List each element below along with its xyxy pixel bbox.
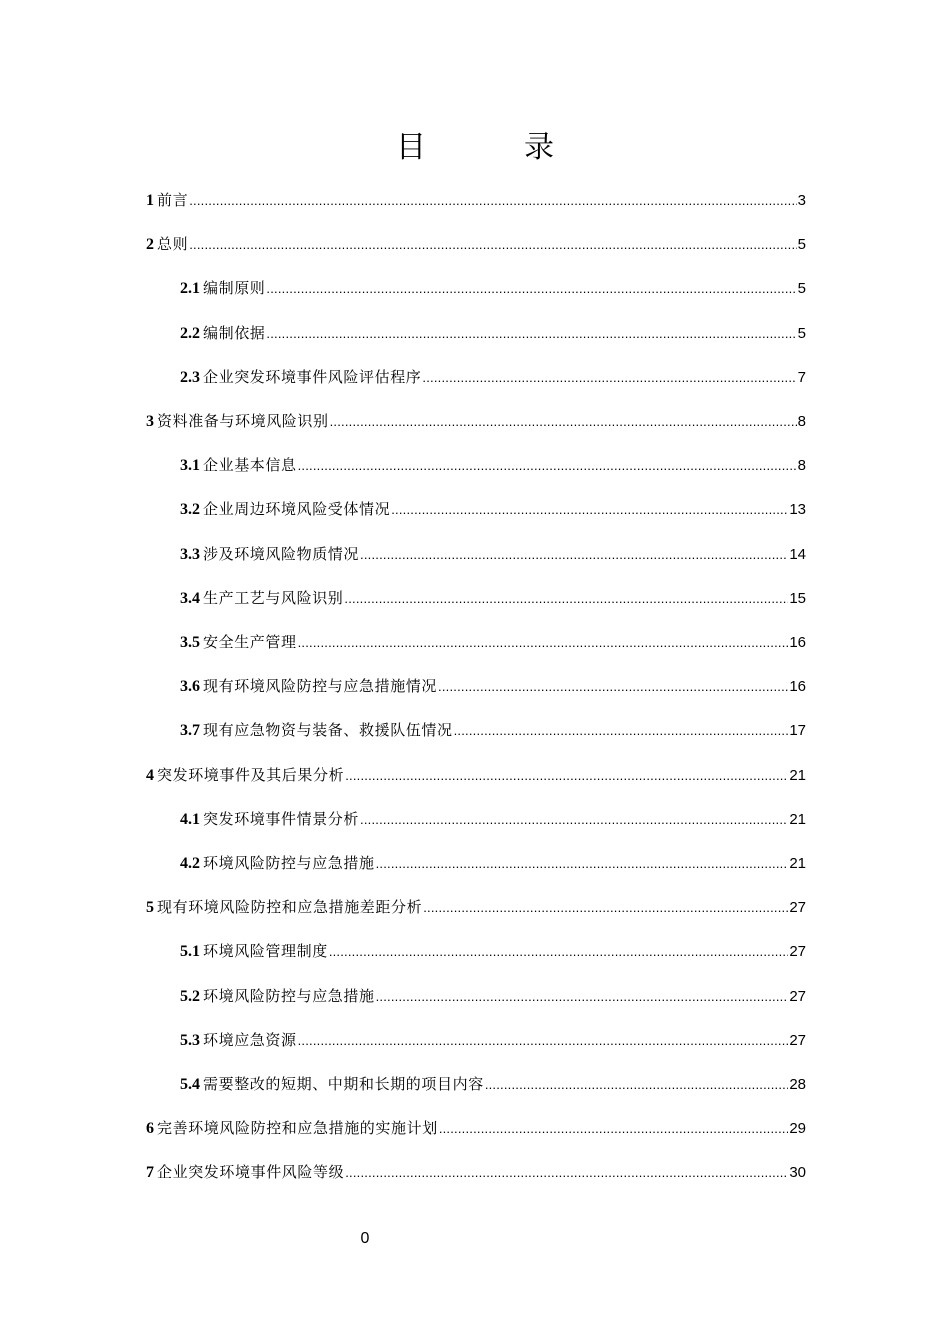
toc-entry-number: 2.3 bbox=[180, 368, 200, 386]
toc-dot-leader bbox=[360, 813, 788, 827]
toc-entry[interactable] bbox=[146, 1158, 806, 1186]
toc-entry-page: 7 bbox=[797, 368, 806, 386]
toc-entry-text: 环境风险防控与应急措施 bbox=[203, 854, 375, 872]
toc-dot-leader bbox=[330, 415, 797, 429]
toc-entry-text: 生产工艺与风险识别 bbox=[203, 588, 344, 607]
toc-entry-number: 2.2 bbox=[180, 324, 200, 342]
toc-entry-number: 3 bbox=[146, 413, 154, 430]
toc-entry[interactable] bbox=[146, 407, 806, 435]
toc-entry[interactable] bbox=[180, 1070, 806, 1098]
toc-entry-text: 企业基本信息 bbox=[203, 456, 297, 475]
toc-entry-number: 5.1 bbox=[180, 943, 200, 961]
toc-entry-number: 6 bbox=[146, 1120, 154, 1138]
toc-entry-text: 企业突发环境事件风险等级 bbox=[157, 1163, 345, 1182]
toc-entry-text: 环境风险管理制度 bbox=[203, 942, 328, 961]
toc-entry[interactable] bbox=[146, 761, 806, 789]
toc-entry-page: 8 bbox=[797, 457, 806, 475]
toc-entry[interactable] bbox=[180, 672, 806, 700]
toc-entry-number: 3.3 bbox=[180, 545, 200, 563]
toc-entry-number: 2 bbox=[146, 236, 154, 254]
toc-entry-page: 16 bbox=[789, 634, 806, 651]
toc-dot-leader bbox=[298, 1034, 789, 1048]
toc-entry[interactable] bbox=[180, 716, 806, 744]
toc-entry[interactable] bbox=[180, 451, 806, 479]
toc-entry-page: 8 bbox=[797, 413, 806, 430]
toc-entry-page: 28 bbox=[789, 1076, 806, 1093]
toc-dot-leader bbox=[298, 636, 789, 650]
toc-dot-leader bbox=[329, 945, 789, 959]
toc-entry[interactable] bbox=[146, 1114, 806, 1142]
toc-entry-text: 涉及环境风险物质情况 bbox=[203, 544, 360, 563]
toc-entry-text: 总则 bbox=[157, 235, 189, 254]
toc-entry[interactable] bbox=[180, 849, 806, 877]
toc-entry-text: 企业突发环境事件风险评估程序 bbox=[203, 367, 422, 386]
toc-entry[interactable] bbox=[180, 495, 806, 523]
toc-entry[interactable] bbox=[180, 805, 806, 833]
toc-entry-number: 4 bbox=[146, 766, 154, 784]
page-number: 0 bbox=[360, 1230, 370, 1247]
toc-entry-text: 编制原则 bbox=[203, 279, 266, 298]
toc-entry-page: 27 bbox=[789, 987, 806, 1005]
toc-entry-page: 3 bbox=[797, 192, 806, 209]
toc-entry-number: 4.2 bbox=[180, 855, 200, 872]
toc-dot-leader bbox=[422, 371, 796, 385]
toc-entry-number: 3.4 bbox=[180, 589, 200, 607]
toc-entry[interactable] bbox=[146, 186, 806, 214]
toc-entry-number: 1 bbox=[146, 192, 154, 209]
toc-entry-text: 企业周边环境风险受体情况 bbox=[203, 500, 391, 519]
toc-entry-page: 5 bbox=[797, 324, 806, 342]
toc-dot-leader bbox=[454, 724, 789, 738]
toc-dot-leader bbox=[298, 459, 797, 473]
toc-title: 目 录 bbox=[396, 130, 588, 165]
toc-entry-number: 5.4 bbox=[180, 1076, 200, 1093]
toc-entry-page: 30 bbox=[789, 1164, 806, 1182]
toc-entry-text: 现有应急物资与装备、救援队伍情况 bbox=[203, 721, 453, 740]
toc-dot-leader bbox=[344, 592, 788, 606]
toc-entry-number: 5.2 bbox=[180, 987, 200, 1005]
toc-entry-text: 环境应急资源 bbox=[203, 1030, 297, 1049]
toc-dot-leader bbox=[376, 990, 789, 1004]
toc-entry-number: 3.6 bbox=[180, 678, 200, 696]
toc-entry-number: 5.3 bbox=[180, 1031, 200, 1049]
toc-entry-page: 21 bbox=[789, 855, 806, 872]
toc-entry-number: 3.7 bbox=[180, 722, 200, 740]
toc-entry-page: 15 bbox=[789, 589, 806, 607]
toc-entry-number: 4.1 bbox=[180, 810, 200, 828]
toc-dot-leader bbox=[360, 548, 788, 562]
toc-dot-leader bbox=[423, 901, 788, 915]
toc-entry[interactable] bbox=[180, 937, 806, 965]
toc-entry-text: 突发环境事件及其后果分析 bbox=[157, 765, 345, 784]
toc-entry-number: 7 bbox=[146, 1164, 154, 1182]
toc-entry-page: 27 bbox=[789, 899, 806, 917]
toc-entry-text: 突发环境事件情景分析 bbox=[203, 809, 360, 828]
toc-entry-text: 前言 bbox=[157, 191, 189, 209]
toc-entry-page: 5 bbox=[797, 236, 806, 254]
toc-dot-leader bbox=[438, 680, 788, 694]
toc-entry-number: 5 bbox=[146, 899, 154, 917]
toc-dot-leader bbox=[376, 857, 789, 871]
toc-entry-page: 21 bbox=[789, 766, 806, 784]
toc-dot-leader bbox=[189, 238, 796, 252]
toc-entry[interactable] bbox=[180, 628, 806, 656]
toc-entry-text: 编制依据 bbox=[203, 323, 266, 342]
toc-entry-page: 29 bbox=[789, 1120, 806, 1138]
toc-dot-leader bbox=[485, 1078, 789, 1092]
toc-dot-leader bbox=[439, 1122, 789, 1136]
toc-entry-number: 3.2 bbox=[180, 501, 200, 519]
toc-entry[interactable] bbox=[180, 982, 806, 1010]
toc-entry-page: 27 bbox=[789, 943, 806, 961]
toc-entry-page: 27 bbox=[789, 1031, 806, 1049]
toc-entry-text: 需要整改的短期、中期和长期的项目内容 bbox=[203, 1075, 484, 1093]
toc-entry[interactable] bbox=[180, 540, 806, 568]
toc-entry-page: 13 bbox=[789, 501, 806, 519]
toc-entry-text: 现有环境风险防控和应急措施差距分析 bbox=[157, 898, 423, 917]
toc-entry[interactable] bbox=[180, 274, 806, 302]
toc-entry-page: 5 bbox=[797, 280, 806, 298]
toc-dot-leader bbox=[266, 282, 796, 296]
toc-dot-leader bbox=[345, 1166, 788, 1180]
toc-entry-text: 资料准备与环境风险识别 bbox=[157, 412, 329, 430]
toc-entry-number: 3.5 bbox=[180, 634, 200, 651]
toc-entry[interactable] bbox=[180, 363, 806, 391]
toc-entry[interactable] bbox=[180, 1026, 806, 1054]
toc-entry-text: 现有环境风险防控与应急措施情况 bbox=[203, 677, 438, 696]
toc-entry[interactable] bbox=[146, 893, 806, 921]
toc-entry-text: 安全生产管理 bbox=[203, 633, 297, 651]
toc-entry[interactable] bbox=[146, 230, 806, 258]
toc-entry-number: 2.1 bbox=[180, 280, 200, 298]
toc-dot-leader bbox=[345, 769, 788, 783]
toc-entry-number: 3.1 bbox=[180, 457, 200, 475]
toc-entry-page: 21 bbox=[789, 810, 806, 828]
toc-entry[interactable] bbox=[180, 319, 806, 347]
toc-entry-page: 14 bbox=[789, 545, 806, 563]
toc-entry-text: 完善环境风险防控和应急措施的实施计划 bbox=[157, 1119, 438, 1138]
toc-entry-text: 环境风险防控与应急措施 bbox=[203, 986, 375, 1005]
toc-dot-leader bbox=[391, 503, 788, 517]
toc-dot-leader bbox=[189, 194, 796, 208]
toc-entry-page: 17 bbox=[789, 722, 806, 740]
toc-dot-leader bbox=[266, 327, 796, 341]
toc-entry-page: 16 bbox=[789, 678, 806, 696]
toc-entry[interactable] bbox=[180, 584, 806, 612]
